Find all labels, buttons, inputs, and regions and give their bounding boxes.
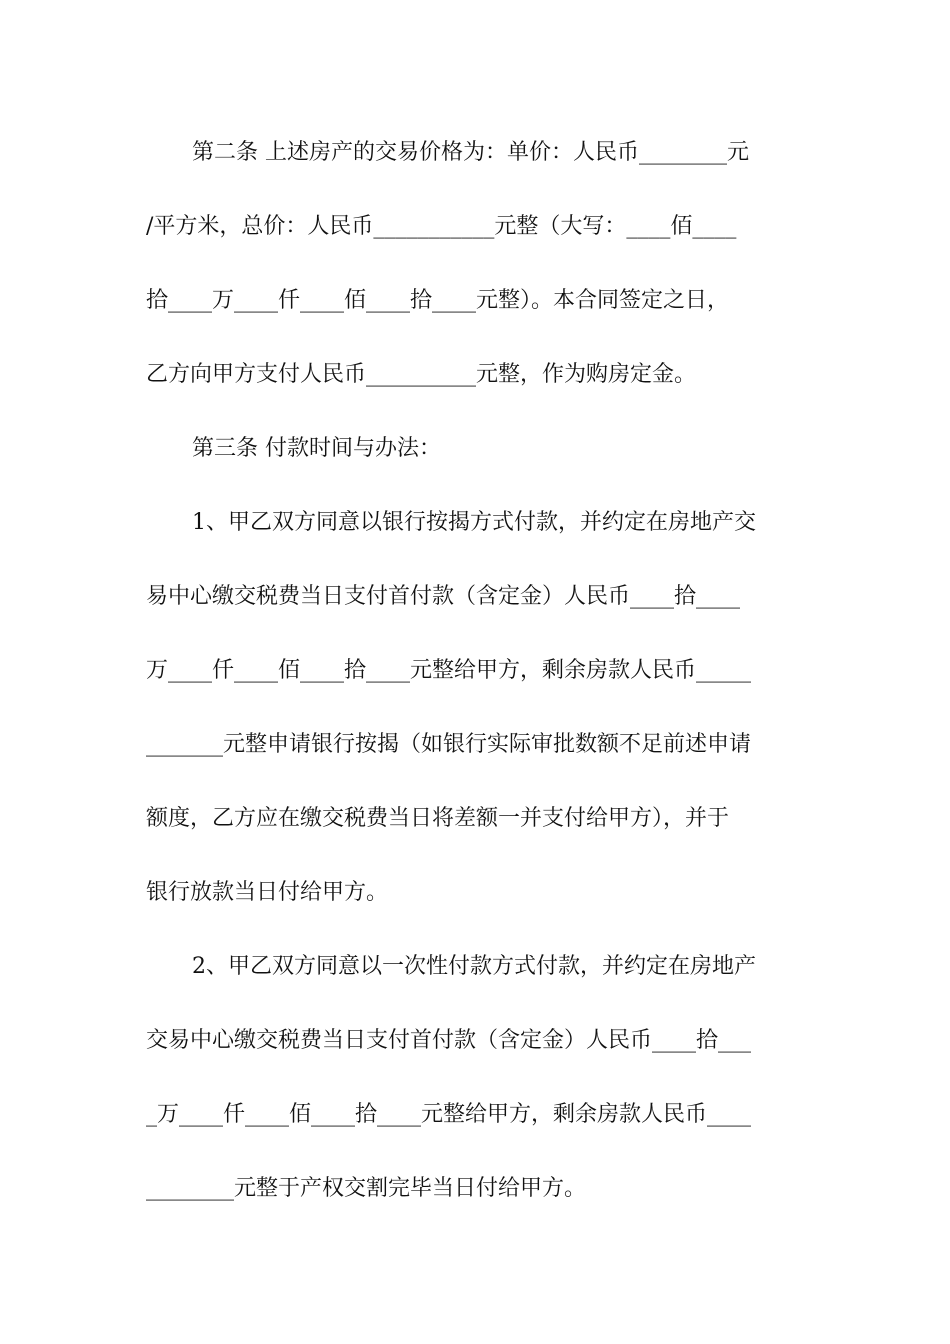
paragraph-line: 额度，乙方应在缴交税费当日将差额一并支付给甲方），并于: [146, 806, 730, 831]
paragraph-line: 1、甲乙双方同意以银行按揭方式付款，并约定在房地产交: [192, 510, 756, 535]
paragraph-line: ________元整于产权交割完毕当日付给甲方。: [146, 1176, 587, 1201]
paragraph-line: 第二条 上述房产的交易价格为：单价：人民币________元: [192, 140, 749, 165]
paragraph-line: 银行放款当日付给甲方。: [146, 880, 389, 905]
paragraph-line: _万____仟____佰____拾____元整给甲方，剩余房款人民币____: [146, 1102, 752, 1127]
paragraph-line: 交易中心缴交税费当日支付首付款（含定金）人民币____拾___: [146, 1028, 752, 1053]
paragraph-line: 拾____万____仟____佰____拾____元整）。本合同签定之日，: [146, 288, 730, 313]
paragraph-line: /平方米，总价：人民币___________元整（大写：____佰____: [146, 214, 737, 239]
paragraph-line: 易中心缴交税费当日支付首付款（含定金）人民币____拾____: [146, 584, 741, 609]
paragraph-line: 2、甲乙双方同意以一次性付款方式付款，并约定在房地产: [192, 954, 756, 979]
section-heading: 第三条 付款时间与办法：: [192, 436, 441, 461]
paragraph-line: 乙方向甲方支付人民币__________元整，作为购房定金。: [146, 362, 697, 387]
paragraph-line: _______元整申请银行按揭（如银行实际审批数额不足前述申请: [146, 732, 752, 757]
paragraph-line: 万____仟____佰____拾____元整给甲方，剩余房款人民币_____: [146, 658, 752, 683]
